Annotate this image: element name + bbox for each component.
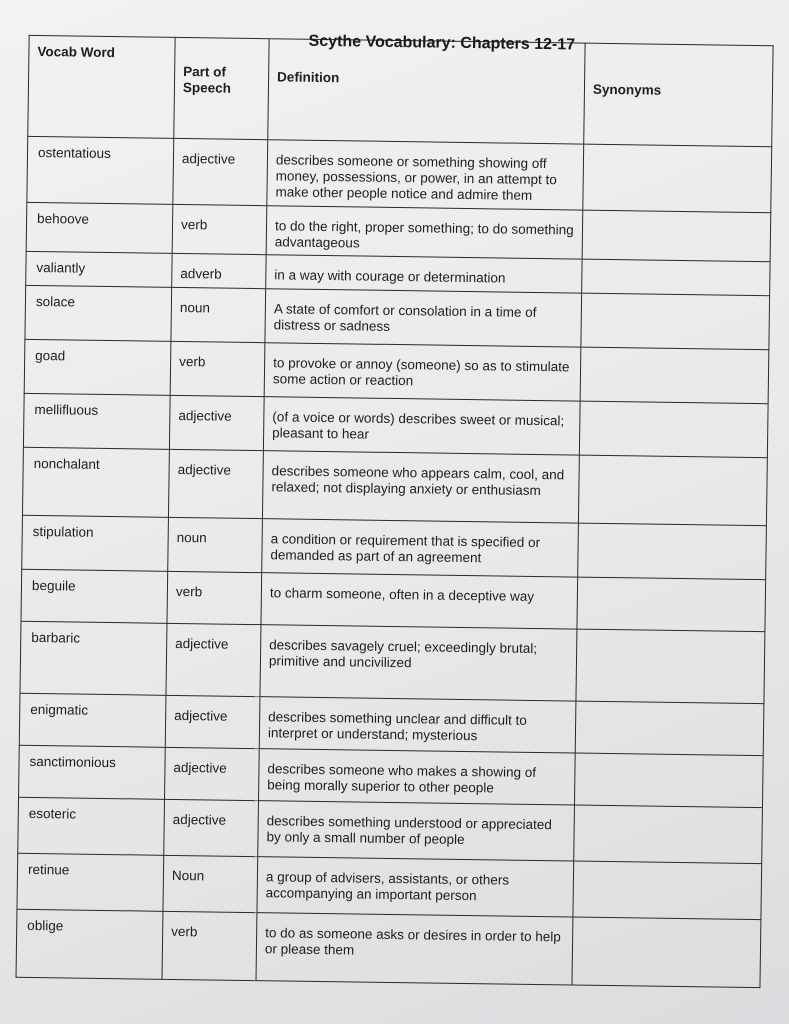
part-of-speech-cell: verb xyxy=(162,911,257,980)
vocab-table xyxy=(16,32,774,988)
table-row xyxy=(17,853,762,919)
part-of-speech-cell: noun xyxy=(168,517,263,572)
header-definition: Definition xyxy=(268,39,585,144)
table-row xyxy=(27,136,772,212)
part-of-speech-cell: adjective xyxy=(165,747,260,800)
vocab-word-cell: mellifluous xyxy=(23,393,170,449)
synonyms-cell[interactable] xyxy=(580,347,769,404)
definition-cell: to do as someone asks or desires in order to help or please them xyxy=(256,913,573,985)
table-row xyxy=(20,621,765,703)
table-row xyxy=(18,797,763,863)
vocab-word-cell: behoove xyxy=(26,202,173,253)
definition-cell: A state of comfort or consolation in a time of distress or sadness xyxy=(265,289,582,347)
synonyms-cell[interactable] xyxy=(574,805,763,864)
definition-cell: in a way with courage or determination xyxy=(266,255,582,293)
synonyms-cell[interactable] xyxy=(574,753,763,808)
synonyms-cell[interactable] xyxy=(573,861,762,920)
vocab-word-cell: stipulation xyxy=(22,515,169,571)
definition-cell: to charm someone, often in a deceptive way xyxy=(261,573,578,629)
synonyms-cell[interactable] xyxy=(583,144,772,213)
vocab-word-cell: nonchalant xyxy=(22,447,169,517)
part-of-speech-cell: adjective xyxy=(166,623,261,696)
definition-cell: a condition or requirement that is specified or demanded as part of an agreement xyxy=(262,519,579,577)
vocab-word-cell: enigmatic xyxy=(19,693,166,747)
definition-cell: describes savagely cruel; exceedingly brutal; primitive and uncivilized xyxy=(260,625,577,701)
part-of-speech-cell: adjective xyxy=(164,799,259,856)
synonyms-cell[interactable] xyxy=(579,401,768,458)
header-part-of-speech: Part of Speech xyxy=(174,37,269,139)
part-of-speech-cell: Noun xyxy=(163,855,258,912)
part-of-speech-cell: verb xyxy=(170,341,265,396)
part-of-speech-cell: adjective xyxy=(165,695,260,748)
page-title: Scythe Vocabulary: Chapters 12-17 xyxy=(308,32,576,54)
vocab-word-cell: barbaric xyxy=(20,621,167,695)
vocab-word-cell: ostentatious xyxy=(27,136,174,204)
synonyms-cell[interactable] xyxy=(576,629,765,704)
synonyms-cell[interactable] xyxy=(577,577,766,632)
definition-cell: describes something understood or appreciated by only a small number of people xyxy=(258,801,575,861)
synonyms-cell[interactable] xyxy=(582,259,770,296)
table-header-row xyxy=(28,35,773,146)
definition-cell: to do the right, proper something; to do something advantageous xyxy=(266,206,583,259)
part-of-speech-cell: verb xyxy=(172,204,267,254)
vocab-word-cell: oblige xyxy=(16,909,163,979)
part-of-speech-cell: verb xyxy=(167,571,262,624)
part-of-speech-cell: noun xyxy=(171,287,266,342)
synonyms-cell[interactable] xyxy=(582,210,771,262)
definition-cell: describes someone who makes a showing of being morally superior to other people xyxy=(259,749,576,805)
vocab-word-cell: esoteric xyxy=(18,797,165,855)
vocab-word-cell: valiantly xyxy=(26,251,172,287)
vocab-word-cell: solace xyxy=(25,285,172,341)
definition-cell: to provoke or annoy (someone) so as to stimulate some action or reaction xyxy=(264,343,581,401)
definition-cell: describes someone who appears calm, cool, and relaxed; not displaying anxiety or enthusiasm xyxy=(262,451,579,523)
vocab-word-cell: sanctimonious xyxy=(19,745,166,799)
definition-cell: a group of advisers, assistants, or others accompanying an important person xyxy=(257,857,574,917)
table-row xyxy=(22,447,767,525)
part-of-speech-cell: adverb xyxy=(172,253,266,288)
definition-cell: describes something unclear and difficult to interpret or understand; mysterious xyxy=(259,697,576,753)
synonyms-cell[interactable] xyxy=(572,917,761,988)
definition-cell: describes someone or something showing off money, possessions, or power, in an attempt to make other people notice and admire them xyxy=(267,140,584,210)
header-synonyms: Synonyms xyxy=(584,43,773,147)
synonyms-cell[interactable] xyxy=(581,293,770,350)
definition-cell: (of a voice or words) describes sweet or musical; pleasant to hear xyxy=(263,397,580,455)
vocab-word-cell: beguile xyxy=(21,569,168,623)
vocab-word-cell: retinue xyxy=(17,853,164,911)
table-row xyxy=(16,909,761,987)
header-vocab-word: Vocab Word xyxy=(28,35,175,138)
synonyms-cell[interactable] xyxy=(578,455,767,526)
part-of-speech-cell: adjective xyxy=(169,395,264,450)
synonyms-cell[interactable] xyxy=(575,701,764,756)
part-of-speech-cell: adjective xyxy=(168,449,263,518)
vocab-word-cell: goad xyxy=(24,339,171,395)
part-of-speech-cell: adjective xyxy=(173,138,268,205)
synonyms-cell[interactable] xyxy=(578,523,767,580)
vocab-table-wrapper xyxy=(15,32,772,997)
